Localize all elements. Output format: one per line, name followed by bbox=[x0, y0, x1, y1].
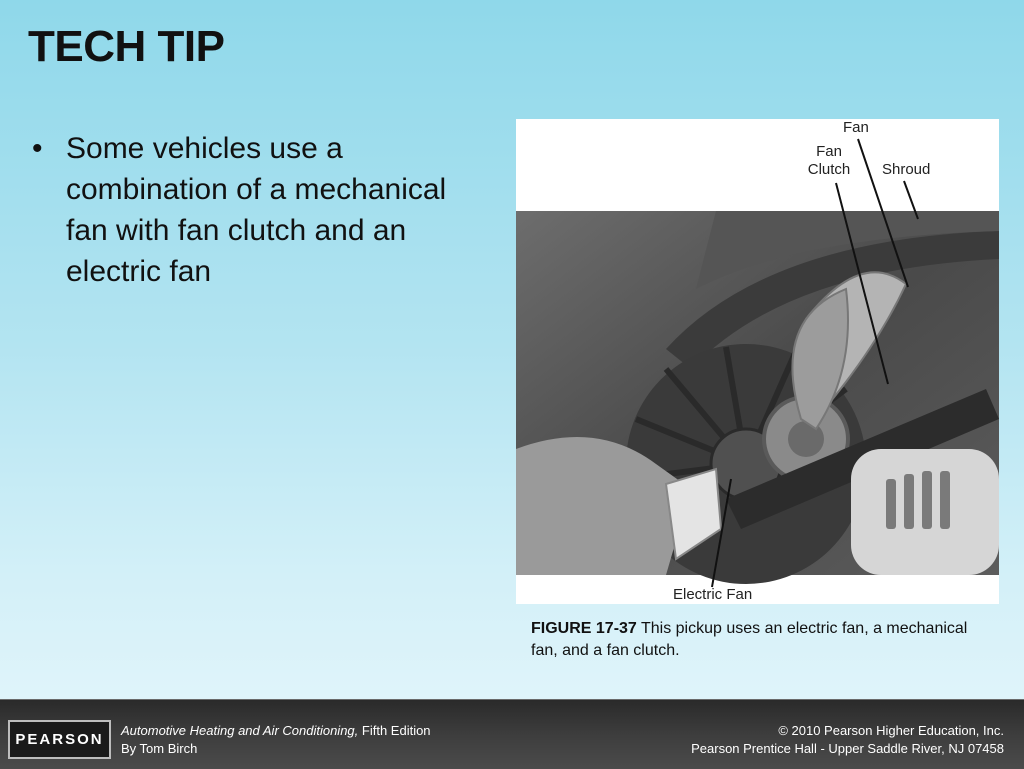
copyright-line: © 2010 Pearson Higher Education, Inc. bbox=[778, 723, 1004, 738]
book-author: By Tom Birch bbox=[121, 741, 198, 756]
bullet-text: Some vehicles use a combination of a mechanical fan with fan clutch and an electric fan bbox=[66, 132, 447, 288]
copyright-info bbox=[691, 722, 1004, 758]
figure-number: FIGURE 17-37 bbox=[531, 620, 637, 637]
engine-photo-illustration bbox=[516, 119, 999, 604]
figure-caption bbox=[531, 618, 981, 662]
slide-title: TECH TIP bbox=[28, 22, 225, 71]
label-shroud: Shroud bbox=[882, 161, 931, 178]
bullet-list bbox=[28, 128, 468, 292]
bullet-marker: • bbox=[32, 132, 43, 165]
publisher-line: Pearson Prentice Hall - Upper Saddle River, NJ 07458 bbox=[691, 741, 1004, 756]
figure-photo bbox=[516, 119, 999, 604]
label-fan-clutch: Fan Clutch bbox=[807, 143, 851, 178]
footer-bar bbox=[0, 699, 1024, 769]
caption-text: This pickup uses an electric fan, a mechanical fan, and a fan clutch. bbox=[531, 620, 968, 659]
book-title: Automotive Heating and Air Conditioning, bbox=[121, 723, 359, 738]
label-fan: Fan bbox=[843, 119, 869, 136]
pearson-logo: PEARSON bbox=[8, 720, 111, 759]
book-info bbox=[121, 722, 431, 758]
bullet-item bbox=[28, 128, 468, 292]
label-electric-fan: Electric Fan bbox=[673, 586, 753, 603]
book-edition: Fifth Edition bbox=[358, 723, 431, 738]
